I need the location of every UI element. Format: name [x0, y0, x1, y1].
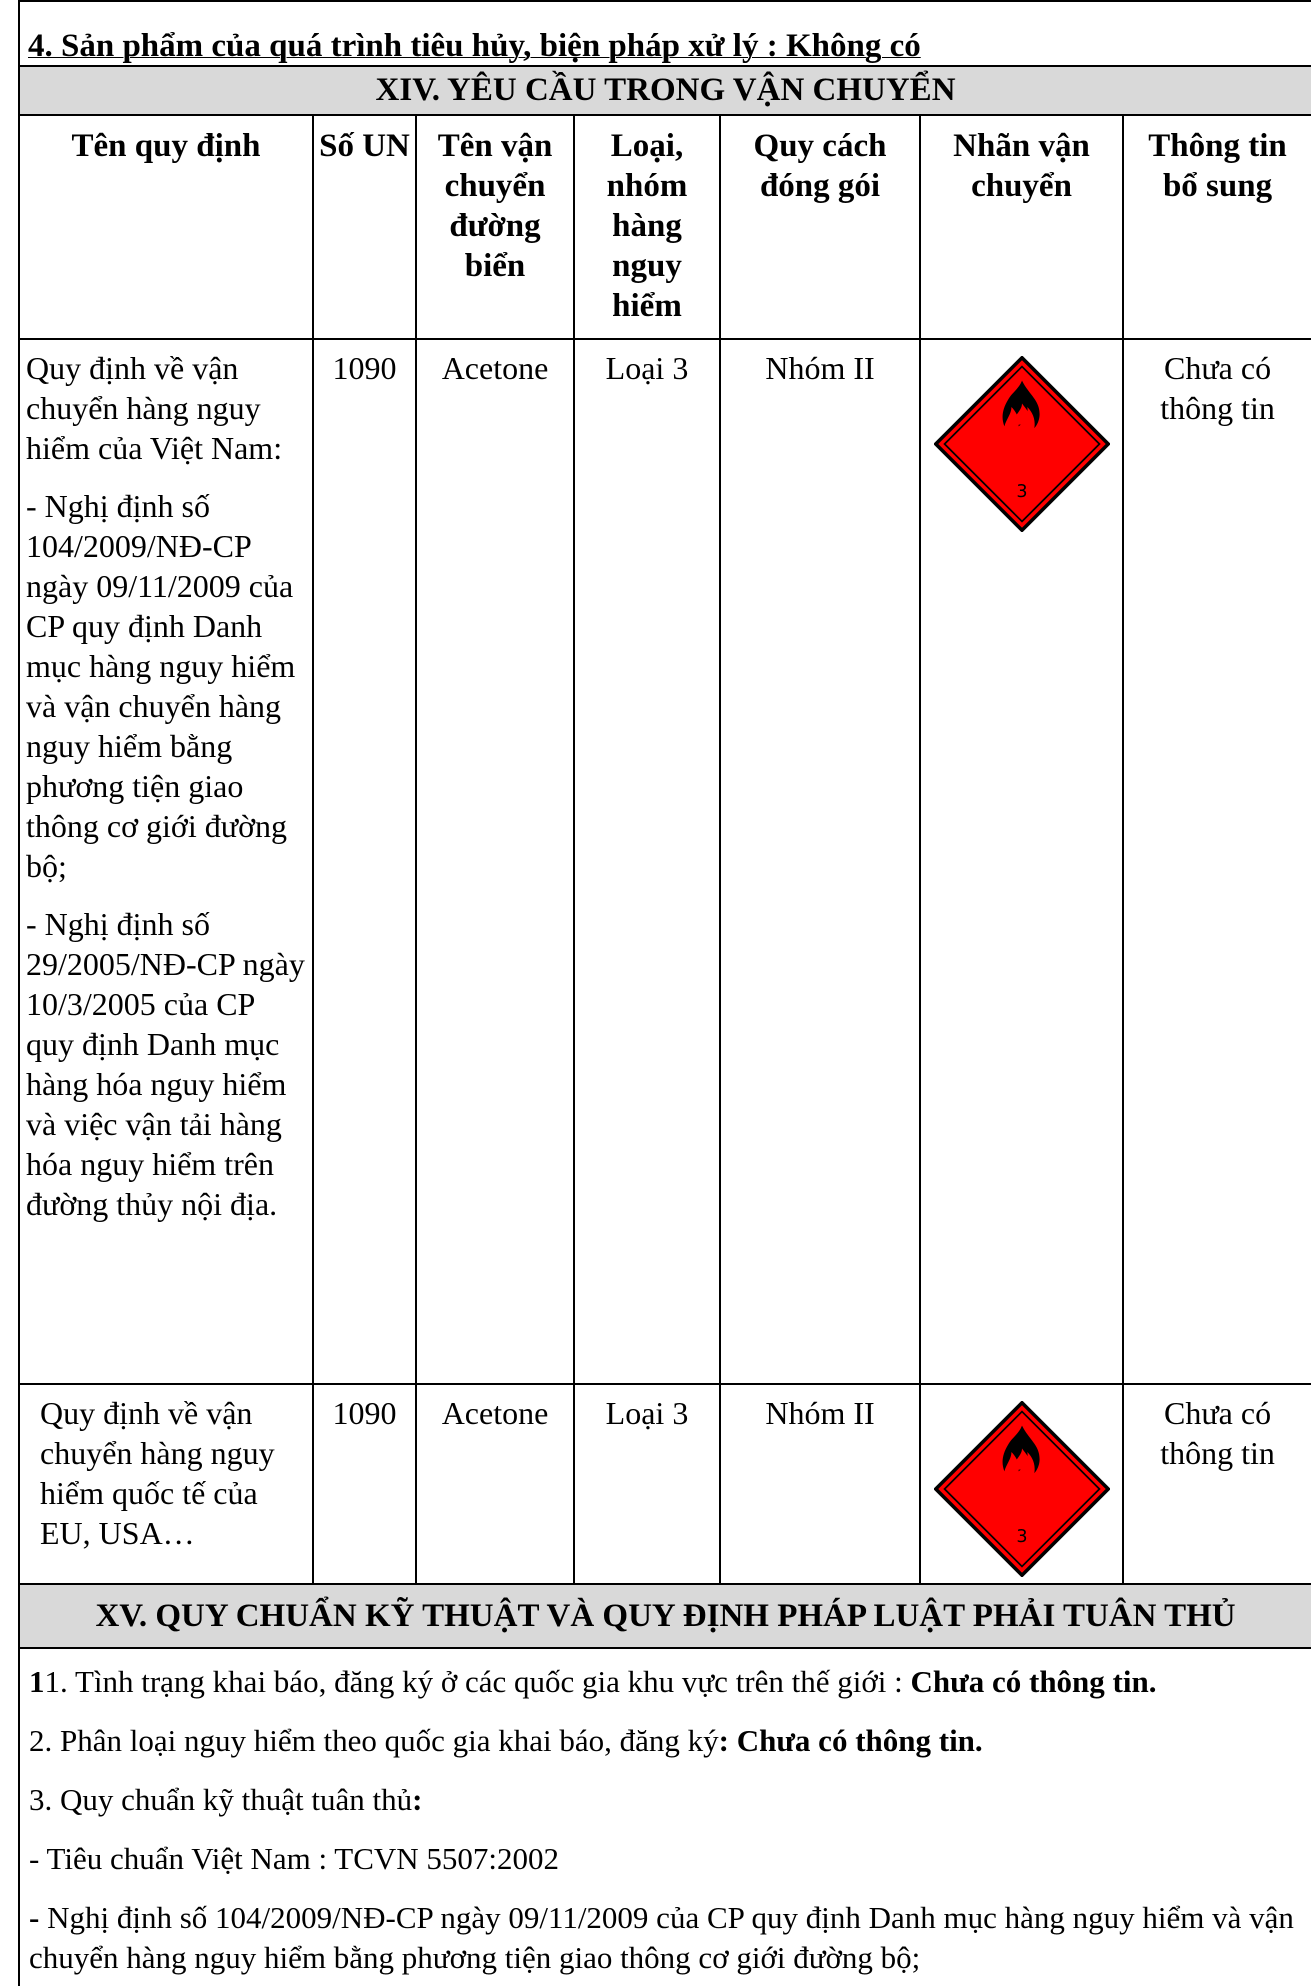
packing-cell: Nhóm II — [720, 339, 920, 1384]
regulation-paragraph: Quy định về vận chuyển hàng nguy hiểm của Việt Nam: — [26, 350, 283, 466]
item4-text: - Tiêu chuẩn Việt Nam : TCVN 5507:2002 — [29, 1841, 560, 1876]
item5-bold: - — [29, 1900, 40, 1935]
section15-title-text: XV. QUY CHUẨN KỸ THUẬT VÀ QUY ĐỊNH PHÁP LUẬT PHẢI TUÂN THỦ — [95, 1597, 1236, 1634]
extra-info-cell: Chưa có thông tin — [1123, 339, 1311, 1384]
section4-row — [19, 1, 1311, 66]
document-page — [18, 0, 1311, 1986]
svg-text:3: 3 — [1015, 1526, 1028, 1547]
item2-bold: : Chưa có thông tin. — [718, 1723, 983, 1758]
regulation-cell — [19, 339, 313, 1384]
transport-label-cell — [920, 339, 1123, 1384]
section15-title — [19, 1584, 1311, 1648]
safety-data-table — [18, 0, 1311, 1986]
item1-bold-prefix: 1 — [29, 1664, 45, 1699]
extra-info-cell: Chưa có thông tin — [1123, 1384, 1311, 1584]
regulation-cell — [19, 1384, 313, 1584]
item1-bold: Chưa có thông tin. — [910, 1664, 1157, 1699]
section15-item-5 — [21, 1886, 1310, 1985]
un-number-cell: 1090 — [313, 339, 416, 1384]
table-header-row — [19, 115, 1311, 339]
header-transport-label: Nhãn vận chuyển — [920, 115, 1123, 339]
section15-body — [19, 1648, 1311, 1986]
flammable-liquid-label-icon — [934, 356, 1110, 532]
flammable-liquid-label-icon — [934, 1401, 1110, 1577]
svg-text:3: 3 — [1015, 481, 1028, 502]
section15-item-2 — [21, 1709, 1310, 1768]
item3-text: 3. Quy chuẩn kỹ thuật tuân thủ — [29, 1782, 413, 1817]
regulation-paragraph: - Nghị định số 29/2005/NĐ-CP ngày 10/3/2005 của CP quy định Danh mục hàng hóa nguy hiểm và việc vận tải hàng hóa nguy hiểm trên đường thủy nội địa. — [26, 906, 305, 1222]
shipping-name-cell: Acetone — [416, 339, 574, 1384]
section15-item-1 — [21, 1650, 1310, 1709]
header-un-number: Số UN — [313, 115, 416, 339]
section15-item-3 — [21, 1768, 1310, 1827]
un-number-cell: 1090 — [313, 1384, 416, 1584]
header-regulation: Tên quy định — [19, 115, 313, 339]
section14-title-text: XIV. YÊU CẦU TRONG VẬN CHUYỂN — [375, 72, 956, 108]
item1-text: 1. Tình trạng khai báo, đăng ký ở các quốc gia khu vực trên thế giới : — [44, 1664, 911, 1699]
transport-label-cell — [920, 1384, 1123, 1584]
item3-bold: : — [412, 1782, 423, 1817]
regulation-paragraph: Quy định về vận chuyển hàng nguy hiểm quốc tế của EU, USA… — [40, 1395, 275, 1551]
table-row — [19, 1384, 1311, 1584]
item2-text: 2. Phân loại nguy hiểm theo quốc gia khai báo, đăng ký — [29, 1723, 719, 1758]
regulation-paragraph: - Nghị định số 104/2009/NĐ-CP ngày 09/11/2009 của CP quy định Danh mục hàng nguy hiểm và vận chuyển hàng nguy hiểm bằng phương tiện giao thông cơ giới đường bộ; — [26, 488, 296, 884]
header-extra-info: Thông tin bổ sung — [1123, 115, 1311, 339]
section4-text: 4. Sản phẩm của quá trình tiêu hủy, biện pháp xử lý : Không có — [28, 28, 921, 64]
shipping-name-cell: Acetone — [416, 1384, 574, 1584]
header-packing: Quy cách đóng gói — [720, 115, 920, 339]
packing-cell: Nhóm II — [720, 1384, 920, 1584]
table-row — [19, 339, 1311, 1384]
header-shipping-name: Tên vận chuyển đường biển — [416, 115, 574, 339]
section15-item-4 — [21, 1827, 1310, 1886]
hazard-class-cell: Loại 3 — [574, 339, 720, 1384]
item5-text: Nghị định số 104/2009/NĐ-CP ngày 09/11/2009 của CP quy định Danh mục hàng nguy hiểm và vận chuyển hàng nguy hiểm bằng phương tiện giao thông cơ giới đường bộ; — [29, 1900, 1294, 1975]
hazard-class-cell: Loại 3 — [574, 1384, 720, 1584]
header-hazard-class: Loại, nhóm hàng nguy hiểm — [574, 115, 720, 339]
section14-title — [19, 66, 1311, 115]
